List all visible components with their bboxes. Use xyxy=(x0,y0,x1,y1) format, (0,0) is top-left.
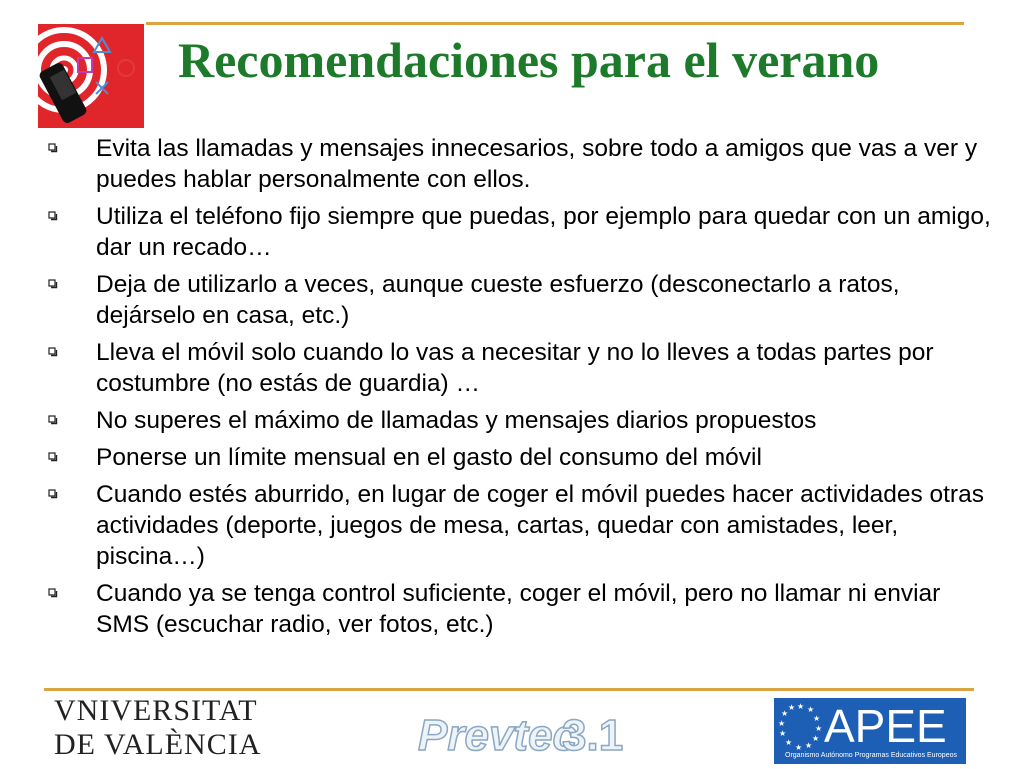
svg-text:★: ★ xyxy=(779,729,787,738)
list-item xyxy=(48,337,998,399)
hollow-square-bullet-icon xyxy=(48,279,58,289)
bullet-text: Utiliza el teléfono fijo siempre que puedas, por ejemplo para quedar con un amigo, dar un recado… xyxy=(96,203,991,261)
apee-subtitle: Organismo Autónomo Programas Educativos Europeos xyxy=(785,752,957,759)
svg-text:★: ★ xyxy=(813,714,821,723)
svg-text:★: ★ xyxy=(781,709,789,718)
eu-stars-icon xyxy=(776,700,824,752)
svg-text:Prevtec: Prevtec xyxy=(418,711,578,760)
svg-text:3.1: 3.1 xyxy=(562,711,624,760)
list-item xyxy=(48,578,998,640)
svg-text:★: ★ xyxy=(805,741,813,750)
svg-text:★: ★ xyxy=(795,743,803,752)
bullet-list xyxy=(48,133,998,646)
list-item xyxy=(48,133,998,195)
hollow-square-bullet-icon xyxy=(48,415,58,425)
page-title: Recomendaciones para el verano xyxy=(178,32,880,88)
bottom-divider xyxy=(44,688,974,691)
list-item xyxy=(48,442,998,473)
svg-text:★: ★ xyxy=(778,719,786,728)
svg-text:★: ★ xyxy=(797,702,805,711)
university-name-line2: DE VALÈNCIA xyxy=(54,728,262,761)
hollow-square-bullet-icon xyxy=(48,588,58,598)
list-item xyxy=(48,269,998,331)
prevtec-logo xyxy=(412,704,632,764)
svg-text:★: ★ xyxy=(815,724,823,733)
svg-text:★: ★ xyxy=(807,705,815,714)
list-item xyxy=(48,405,998,436)
hollow-square-bullet-icon xyxy=(48,452,58,462)
hollow-square-bullet-icon xyxy=(48,489,58,499)
bullet-text: Evita las llamadas y mensajes innecesarios, sobre todo a amigos que vas a ver y puedes hablar personalmente con ellos. xyxy=(96,135,978,193)
bullet-text: Deja de utilizarlo a veces, aunque cueste esfuerzo (desconectarlo a ratos, dejárselo en casa, etc.) xyxy=(96,271,900,329)
list-item xyxy=(48,201,998,263)
bullet-text: Cuando estés aburrido, en lugar de coger el móvil puedes hacer actividades otras actividades (deporte, juegos de mesa, cartas, quedar con amistades, leer, piscina…) xyxy=(96,481,984,570)
bullet-text: Lleva el móvil solo cuando lo vas a necesitar y no lo lleves a todas partes por costumbre (no estás de guardia) … xyxy=(96,339,934,397)
universitat-valencia-logo xyxy=(50,694,280,764)
bullet-text: No superes el máximo de llamadas y mensajes diarios propuestos xyxy=(96,407,817,434)
hollow-square-bullet-icon xyxy=(48,211,58,221)
list-item xyxy=(48,479,998,572)
bullet-text: Ponerse un límite mensual en el gasto del consumo del móvil xyxy=(96,444,762,471)
hollow-square-bullet-icon xyxy=(48,347,58,357)
svg-text:★: ★ xyxy=(785,738,793,747)
bullet-text: Cuando ya se tenga control suficiente, coger el móvil, pero no llamar ni enviar SMS (escuchar radio, ver fotos, etc.) xyxy=(96,580,941,638)
university-name-line1: VNIVERSITAT xyxy=(54,694,258,727)
svg-text:★: ★ xyxy=(788,703,796,712)
phone-target-logo xyxy=(38,24,144,128)
hollow-square-bullet-icon xyxy=(48,143,58,153)
svg-text:★: ★ xyxy=(812,734,820,743)
apee-name: APEE xyxy=(824,700,947,752)
apee-logo xyxy=(774,698,966,764)
